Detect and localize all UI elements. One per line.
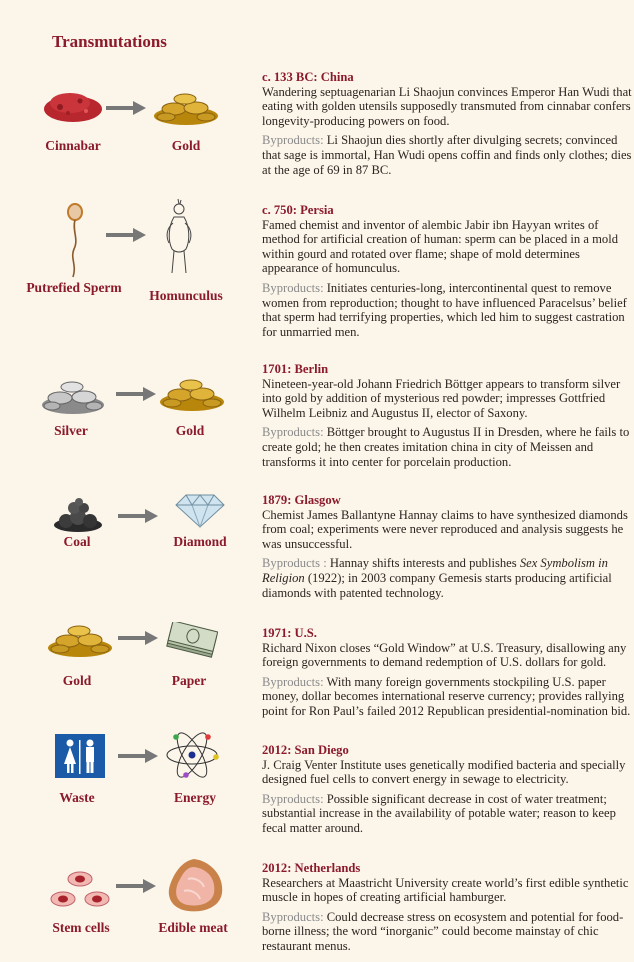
- arrow-icon: [118, 509, 158, 523]
- arrow-icon: [118, 631, 158, 645]
- cinnabar-image: [42, 87, 104, 123]
- entry-description: Researchers at Maastricht University create world’s first edible synthetic muscle in hopes of creating artificial hamburger.: [262, 875, 629, 905]
- entry-heading: 1701: Berlin: [262, 362, 329, 376]
- from-label: Gold: [62, 673, 92, 688]
- entry-text: [262, 743, 632, 836]
- entry-byproducts: [262, 792, 632, 836]
- atom-icon: [164, 727, 220, 783]
- entry-cinnabar-gold: [0, 70, 634, 180]
- arrow-icon: [106, 101, 146, 115]
- diamond-image: [174, 493, 226, 529]
- byproducts-label: Byproducts:: [262, 425, 324, 440]
- from-label: Putrefied Sperm: [26, 280, 122, 295]
- restroom-icon: [55, 734, 105, 778]
- entry-byproducts: [262, 910, 632, 954]
- entry-description: Richard Nixon closes “Gold Window” at U.S. Treasury, disallowing any foreign governments to demand redemption of U.S. dollars for gold.: [262, 640, 627, 670]
- gold-coins-image: [158, 370, 226, 412]
- entry-gold-paper: [0, 626, 634, 726]
- entry-byproducts: [262, 556, 632, 600]
- entry-coal-diamond: [0, 493, 634, 603]
- paper-money-image: [166, 622, 218, 658]
- byproducts-label: Byproducts:: [262, 791, 324, 806]
- to-label: Homunculus: [149, 288, 223, 303]
- entry-description: Nineteen-year-old Johann Friedrich Böttger appears to transform silver into gold by addition of mysterious red powder; impresses Gottfried Wilhelm Leibniz and Augustus II, elector of Saxony.: [262, 376, 621, 420]
- entry-text: [262, 861, 632, 954]
- arrow-icon: [118, 749, 158, 763]
- gold-coins-image: [152, 84, 220, 126]
- meat-image: [164, 857, 226, 915]
- to-label: Diamond: [173, 534, 227, 549]
- entry-heading: c. 750: Persia: [262, 203, 334, 217]
- entry-stemcells-meat: [0, 861, 634, 961]
- arrow-icon: [116, 387, 156, 401]
- book-title: Sex Symbolism in Religion: [262, 556, 608, 585]
- byproducts-text-cont: (1922); in 2003 company Gemesis starts producing artificial diamonds with patented technology.: [262, 570, 612, 600]
- from-label: Silver: [54, 423, 88, 438]
- coal-image: [52, 497, 104, 533]
- entry-byproducts: [262, 675, 632, 719]
- entry-byproducts: [262, 425, 632, 469]
- to-label: Energy: [174, 790, 216, 805]
- entry-heading: 2012: San Diego: [262, 743, 349, 757]
- to-label: Gold: [175, 423, 205, 438]
- byproducts-text: Possible significant decrease in cost of water treatment; substantial increase in the availability of potable water; reason to keep fecal matter around.: [262, 791, 616, 835]
- entry-text: [262, 362, 632, 469]
- entry-description: Wandering septuagenarian Li Shaojun convinces Emperor Han Wudi that eating with golden utensils supposedly transmuted from cinnabar confers longevity-producing powers on food.: [262, 84, 632, 128]
- from-label: Cinnabar: [45, 138, 101, 153]
- stem-cells-image: [50, 869, 110, 913]
- entry-heading: 1879: Glasgow: [262, 493, 341, 507]
- silver-coins-image: [40, 372, 106, 416]
- to-label: Edible meat: [158, 920, 228, 935]
- entry-description: Famed chemist and inventor of alembic Jabir ibn Hayyan writes of method for artificial creation of human: sperm can be placed in a mold within gourd and rotated over flame; shape of mold determines appearance of homunculus.: [262, 217, 618, 276]
- entry-silver-gold: [0, 362, 634, 472]
- byproducts-text: Could decrease stress on ecosystem and potential for food-borne illness; the word “inorganic” could become mainstay of chic restaurant menus.: [262, 909, 624, 953]
- from-label: Coal: [63, 534, 91, 549]
- entry-byproducts: [262, 133, 632, 177]
- entry-waste-energy: [0, 743, 634, 843]
- entry-text: [262, 626, 632, 719]
- page-title: Transmutations: [52, 32, 167, 51]
- byproducts-label: Byproducts:: [262, 133, 324, 148]
- to-label: Paper: [171, 673, 207, 688]
- byproducts-text: Böttger brought to Augustus II in Dresden, where he fails to create gold; he then creates imitation china in city of Meissen and transforms it into center for porcelain production.: [262, 425, 630, 469]
- arrow-icon: [106, 228, 146, 242]
- from-label: Stem cells: [52, 920, 110, 935]
- byproducts-label: Byproducts:: [262, 674, 324, 689]
- entry-heading: c. 133 BC: China: [262, 70, 354, 84]
- byproducts-text: Li Shaojun dies shortly after divulging secrets; convinced that sage is immortal, Han Wudi opens coffin and finds only clothes; dies at the age of 69 in 87 BC.: [262, 133, 632, 177]
- byproducts-text: Initiates centuries-long, intercontinental quest to remove women from reproduction; thought to have influenced Paracelsus’ belief that sperm had terrifying properties, which led him to suggest castration for unmarried men.: [262, 280, 627, 339]
- sperm-image: [62, 203, 88, 279]
- gold-coins-image: [46, 616, 114, 658]
- byproducts-text: Hannay shifts interests and publishes: [329, 556, 517, 571]
- entry-sperm-homunculus: [0, 203, 634, 343]
- entry-heading: 2012: Netherlands: [262, 861, 361, 875]
- homunculus-image: [162, 197, 196, 279]
- from-label: Waste: [59, 790, 95, 805]
- entry-text: [262, 203, 632, 339]
- byproducts-label: Byproducts:: [262, 280, 324, 295]
- byproducts-label: Byproducts :: [262, 556, 327, 571]
- entry-description: J. Craig Venter Institute uses genetically modified bacteria and specially designed fuel cells to convert energy in sewage to electricity.: [262, 757, 626, 787]
- byproducts-text: With many foreign governments stockpiling U.S. paper money, dollar becomes international reserve currency; provides rallying point for Ron Paul’s failed 2012 Republican presidential-nomination bid.: [262, 674, 631, 718]
- byproducts-label: Byproducts:: [262, 909, 324, 924]
- to-label: Gold: [171, 138, 201, 153]
- entry-description: Chemist James Ballantyne Hannay claims to have synthesized diamonds from coal; experiments were never reproduced and analysis suggests he was unsuccessful.: [262, 507, 628, 551]
- entry-byproducts: [262, 281, 632, 339]
- entry-heading: 1971: U.S.: [262, 626, 317, 640]
- entry-text: [262, 493, 632, 600]
- entry-text: [262, 70, 632, 177]
- arrow-icon: [116, 879, 156, 893]
